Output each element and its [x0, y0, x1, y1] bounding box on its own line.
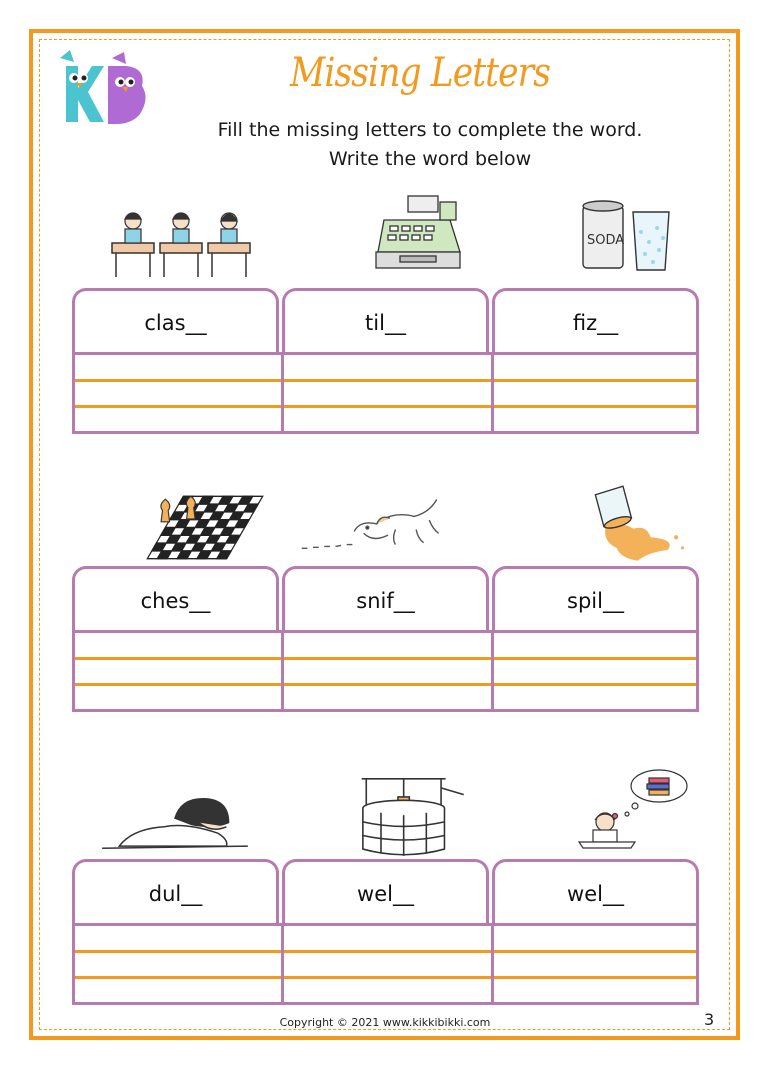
- instruction-line-1: Fill the missing letters to complete the word.: [217, 119, 643, 141]
- word-row-1: [72, 288, 699, 434]
- girl-reading-thinking-picture: [560, 766, 710, 851]
- word-row-3: [72, 859, 699, 1005]
- page-title: Missing Letters: [289, 50, 551, 96]
- word-row-2: [72, 566, 699, 712]
- word-cell: til__: [282, 288, 489, 354]
- sniffing-dog-picture: [298, 480, 448, 565]
- soda-can-picture: [555, 192, 705, 277]
- word-cell: snif__: [282, 566, 489, 632]
- word-cell: spil__: [492, 566, 699, 632]
- word-cell: fiz__: [492, 288, 699, 354]
- cash-register-picture: [345, 192, 495, 277]
- writing-lines[interactable]: [72, 630, 699, 712]
- word-cell: dul__: [72, 859, 279, 925]
- writing-lines[interactable]: [72, 352, 699, 434]
- writing-lines[interactable]: [72, 923, 699, 1005]
- chess-board-picture: [130, 485, 280, 570]
- word-cell: ches__: [72, 566, 279, 632]
- instruction-line-2: Write the word below: [328, 148, 532, 170]
- sleeping-person-picture: [100, 780, 250, 865]
- svg-text:SODA: SODA: [587, 233, 625, 248]
- page-number: 3: [704, 1010, 715, 1029]
- spilled-glass-picture: [565, 482, 715, 567]
- word-cell: clas__: [72, 288, 279, 354]
- word-cell: wel__: [492, 859, 699, 925]
- instructions: [170, 116, 690, 174]
- classroom-students-picture: [110, 205, 260, 290]
- kikkibikki-logo: [52, 48, 152, 130]
- word-cell: wel__: [282, 859, 489, 925]
- copyright-footer: Copyright © 2021 www.kikkibikki.com: [279, 1016, 491, 1029]
- water-well-picture: [340, 772, 490, 857]
